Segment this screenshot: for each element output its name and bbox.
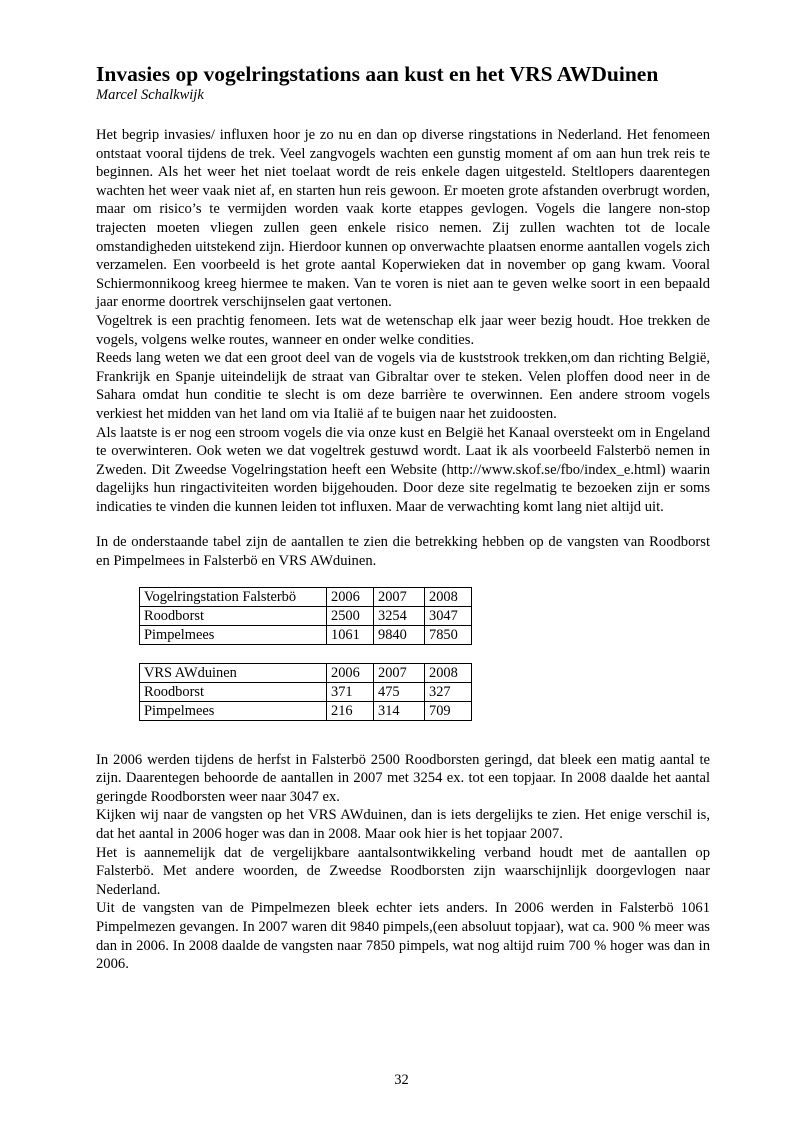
intro-section	[96, 126, 710, 516]
article-title: Invasies op vogelringstations aan kust en het VRS AWDuinen	[96, 62, 659, 86]
table-row	[140, 682, 472, 701]
table-header-cell: 2006	[327, 663, 374, 682]
table-cell: Roodborst	[140, 682, 327, 701]
body-paragraph: Reeds lang weten we dat een groot deel van de vogels via de kuststrook trekken,om dan richting België, Frankrijk en Spanje uiteindelijk de straat van Gibraltar over te steken. Velen ploffen dood neer in de Sahara omdat hun conditie te slecht is om deze barrière te overwinnen. Een andere stroom vogels verkiest het midden van het land om via Italië af te buigen naar het zuidoosten.	[96, 350, 710, 422]
tables-block	[139, 587, 710, 721]
table-cell: 7850	[425, 625, 472, 644]
table-header-cell: Vogelringstation Falsterbö	[140, 587, 327, 606]
table-cell: 3254	[374, 606, 425, 625]
body-paragraph: Het is aannemelijk dat de vergelijkbare aantalsontwikkeling verband houdt met de aantallen op Falsterbö. Met andere woorden, de Zweedse Roodborsten zijn waarschijnlijk doorgevlogen naar Nederland.	[96, 844, 710, 898]
page-number: 32	[394, 1072, 409, 1088]
article-author: Marcel Schalkwijk	[96, 87, 204, 103]
body-paragraph: Uit de vangsten van de Pimpelmezen bleek echter iets anders. In 2006 werden in Falsterbö 1061 Pimpelmezen gevangen. In 2007 waren dit 9840 pimpels,(een absoluut topjaar), wat ca. 900 % meer was dan in 2006. In 2008 daalde de vangsten naar 7850 pimpels, wat nog altijd ruim 700 % hoger was dan in 2006.	[96, 900, 710, 973]
table-cell: 475	[374, 682, 425, 701]
spacer	[96, 516, 710, 533]
closing-section	[96, 751, 710, 974]
body-paragraph: Als laatste is er nog een stroom vogels die via onze kust en België het Kanaal oversteekt om in Engeland te overwinteren. Ook weten we dat vogeltrek gestuwd wordt. Laat ik als voorbeeld Falsterbö nemen in Zweden. Dit Zweedse Vogelringstation heeft een Website (http://www.skof.se/fbo/index_e.html) waarin dagelijks hun ringactiviteiten worden bijgehouden. Door deze site regelmatig te bezoeken zijn er soms indicaties te vinden die kunnen leiden tot influxen. Maar de verwachting komt lang niet altijd uit.	[96, 424, 710, 515]
article	[96, 62, 710, 974]
awduinen-table	[139, 663, 472, 721]
table-header-cell: 2008	[425, 663, 472, 682]
table-header-cell: 2008	[425, 587, 472, 606]
table-row	[140, 701, 472, 720]
table-intro-paragraph: In de onderstaande tabel zijn de aantallen te zien die betrekking hebben op de vangsten van Roodborst en Pimpelmees in Falsterbö en VRS AWduinen.	[96, 534, 710, 570]
body-paragraph: In 2006 werden tijdens de herfst in Falsterbö 2500 Roodborsten geringd, dat bleek een matig aantal te zijn. Daarentegen behoorde de aantallen in 2007 met 3254 ex. tot een topjaar. In 2008 daalde het aantal geringde Roodborsten weer naar 3047 ex.	[96, 751, 710, 805]
table-header-cell: 2007	[374, 663, 425, 682]
table-header-cell: 2007	[374, 587, 425, 606]
body-paragraph: Het begrip invasies/ influxen hoor je zo nu en dan op diverse ringstations in Nederland. Het fenomeen ontstaat vooral tijdens de trek. Veel zangvogels wachten een gunstig moment af om aan hun trek reis te beginnen. Als het weer het niet toelaat wordt de reis enkele dagen uitgesteld. Steltlopers daarentegen wachten het weer vaak niet af, en starten hun reis gewoon. Er moeten grote afstanden overbrugt worden, maar om risico’s te vermijden worden vaak korte etappes gevlogen. Vogels die langere non-stop trajecten moeten vliegen zullen geen enkele risico nemen. Zij zullen wachten tot de locale omstandigheden uitstekend zijn. Hierdoor kunnen op onverwachte plaatsen enorme aantallen vogels zich verzamelen. Een voorbeeld is het grote aantal Koperwieken dat in november op gang kwam. Vooral Schiermonnikoog kreeg hiermee te maken. Van te voren is niet aan te geven welke soort in een bepaald jaar enorme doortrek verschijnselen gaat vertonen.	[96, 127, 710, 311]
table-cell: Pimpelmees	[140, 625, 327, 644]
body-paragraph: Vogeltrek is een prachtig fenomeen. Iets wat de wetenschap elk jaar weer bezig houdt. Hoe trekken de vogels, volgens welke routes, wanneer en onder welke condities.	[96, 312, 710, 348]
table-cell: Roodborst	[140, 606, 327, 625]
table-cell: 371	[327, 682, 374, 701]
table-cell: 216	[327, 701, 374, 720]
body-paragraph: Kijken wij naar de vangsten op het VRS AWduinen, dan is iets dergelijks te zien. Het enige verschil is, dat het aantal in 2006 hoger was dan in 2008. Maar ook hier is het topjaar 2007.	[96, 807, 710, 843]
table-cell: 3047	[425, 606, 472, 625]
table-cell: 1061	[327, 625, 374, 644]
table-header-row	[140, 663, 472, 682]
table-cell: 314	[374, 701, 425, 720]
table-header-cell: 2006	[327, 587, 374, 606]
table-cell: Pimpelmees	[140, 701, 327, 720]
table-cell: 9840	[374, 625, 425, 644]
table-header-row	[140, 587, 472, 606]
spacer	[96, 721, 710, 751]
table-cell: 2500	[327, 606, 374, 625]
table-row	[140, 625, 472, 644]
table-cell: 327	[425, 682, 472, 701]
table-cell: 709	[425, 701, 472, 720]
table-header-cell: VRS AWduinen	[140, 663, 327, 682]
falsterbo-table	[139, 587, 472, 645]
table-row	[140, 606, 472, 625]
